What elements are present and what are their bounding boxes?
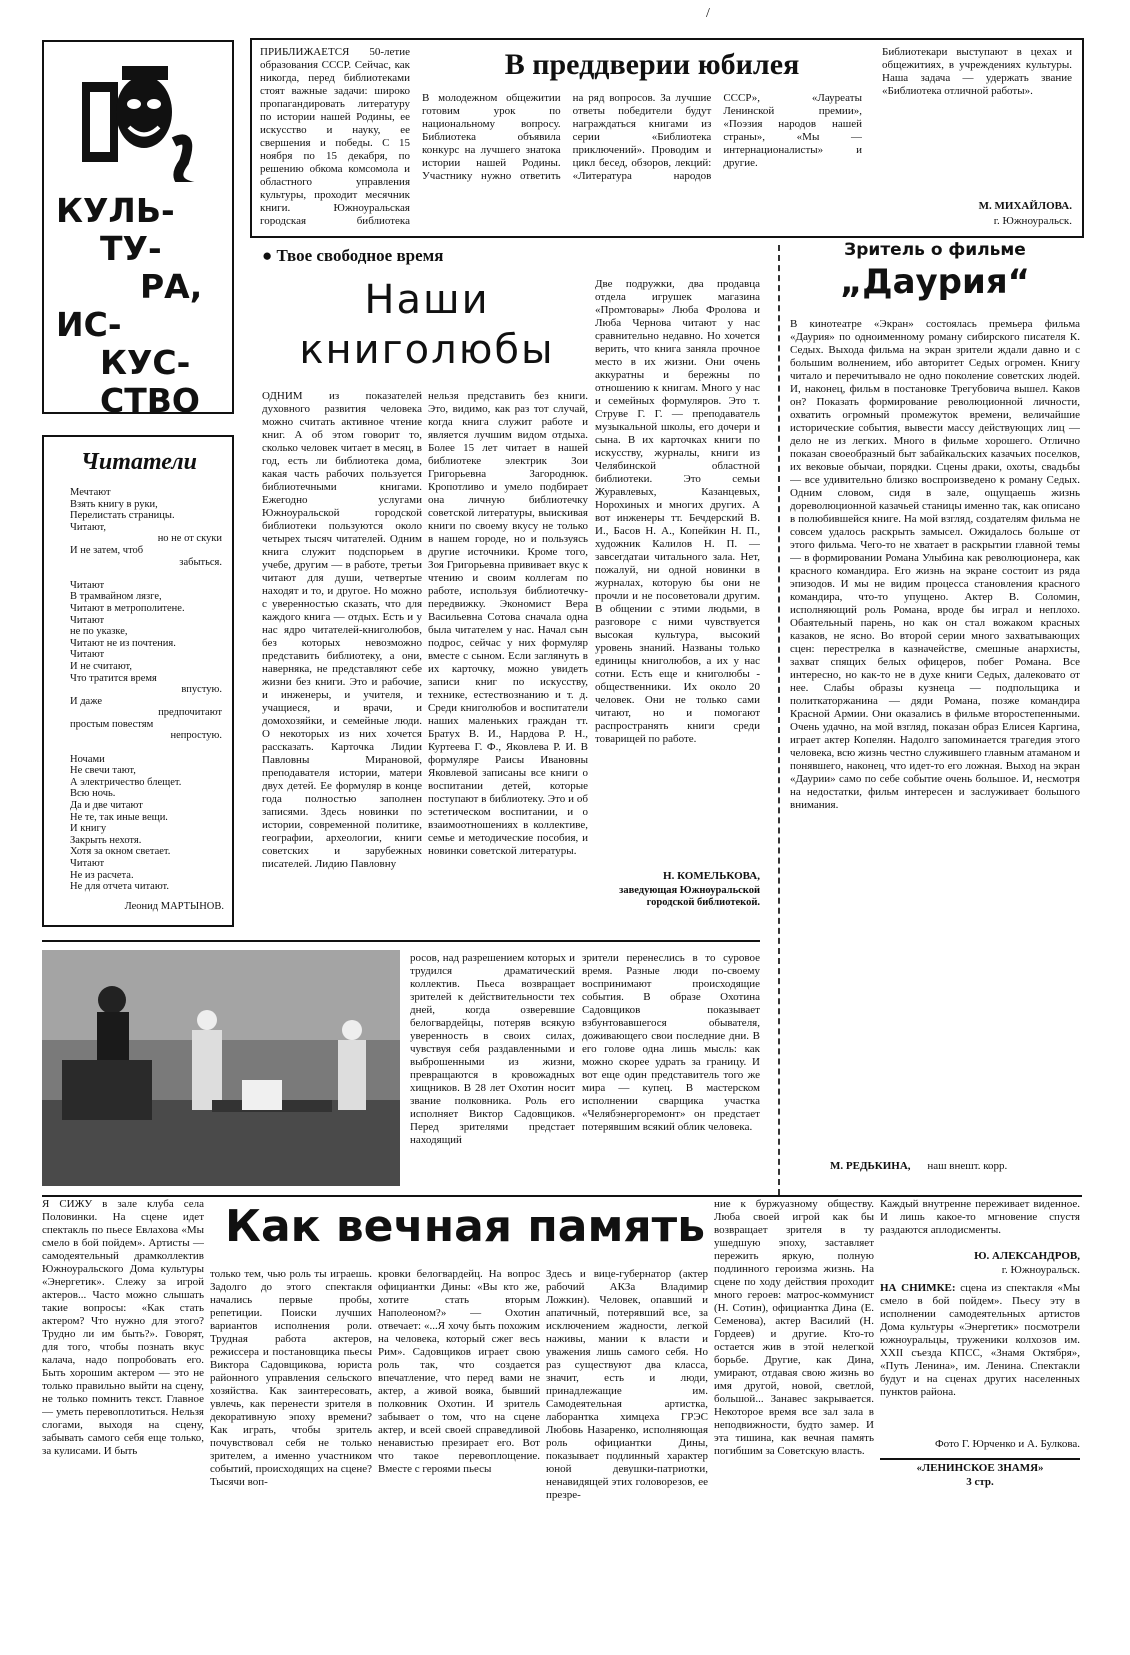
poem-line: И книгу [70,823,107,835]
booklovers-column: Две подружки, два продавца отдела игрушек магазина «Промтовары» Люба Фролова и Люба Чернова читают у нас сравнительно недавно. Но хочется верить, что книга заняла прочное место в их жизни. Они очень аккуратны и бережны по отношению к книгам. Много у нас и семейных формуляров. Это т. Струве Г. Г. — преподаватель музыкальной школы, его дочери и сына. В их карточках книги по искусству, журналы, книги из Челябинской областной библиотеки. Это семьи Журавлевых, Казанцевых, Норохиных и многих других. А вот инженеры тт. Бечдерский В. И., Басов Н. А., Копейкин Н. П., художник Калилов Н. П. — завсегдатаи читального зала. Нет, пожалуй, ни одной новинки в журналах, которую бы они не прочли и не посоветовали другим. В общении с этими людьми, в разговоре с ними чувствуется высокая культура, высокий уровень знаний. Названы только единицы книголюбов, а их у нас сотни. Есть еще и книголюбы - общественники. Их около 20 человек. Они не только сами читают, но и помогают распространять книги среди товарищей по работе. [595,278,760,745]
poem-line: Ночами [70,753,105,765]
booklovers-column: ОДНИМ из показателей духовного развития человека можно считать активное чтение книг. А об этом говорит то, сколько человек читает в месяц, в год, есть ли библиотека дома, какая часть рабочих пользуется библиотечными книгами. Ежегодно услугами Южноуральской городской библиотеки пользуются около четырех тысяч читателей. Одним книга служит подспорьем в учебе, другим — в работе, третьи читают для души, четвертые находят и то, и другое. Но можно с уверенностью сказать, что для каждого книга — отдых. Есть и у нас ядро читателей-книголюбов, без которых невозможно представить библиотеку, а они, наверняка, не представляют себе жизни без книги. Это и рабочие, и инженеры, и учителя, и учащиеся, и врачи, и домохозяйки, и семейные люди. О некоторых из них хочется рассказать. Карточка Лидии Павловны Мирановой, преподавателя истории, матери двух детей. Ее формуляр в конце года полностью заполнен записями. Здесь новинки по истории, современной политике, географии, археологии, книги советских и зарубежных писателей. Лидию Павловну [262,390,422,870]
poem-line: Перелистать страницы. [70,510,175,522]
jubilee-box [250,38,1084,238]
photo-credit: Фото Г. Юрченко и А. Булкова. [934,1438,1080,1450]
poem-line: не по указке, [70,626,128,638]
jubilee-column: ПРИБЛИЖАЕТСЯ 50-летие образования СССР. Сейчас, как никогда, перед библиотеками стоят важные задачи: широко пропагандировать литературу по истории нашей Родины, ее искусство и науку, ее свершения и победы. С 15 ноября по 15 декабря, по решению обкома комсомола и областного управления культуры, проходит месячник книги. Южноуральская городская библиотека [260,46,410,226]
memory-place: г. Южноуральск. [1001,1264,1080,1276]
poem-line: Не свечи тают, [70,765,136,777]
dauria-signature-line [790,1160,1080,1172]
rubric-line: РА, [140,267,203,306]
title-line: Наши [364,277,490,323]
bullet-icon: ● [262,246,273,265]
dauria-title: „Даурия“ [839,262,1031,302]
poem-line: впустую. [181,684,222,696]
memory-column: ние к буржуазному обществу. Люба своей игрой как бы возвращает зрителя в ту ушедшую эпоху, заставляет пережить яркую, полную подлинного героизма жизнь. На сцене по ходу действия проходит много героев: матрос-коммунист (Н. Сотин), официантка Дина (Е. Семенова), актер Василий (Н. Гордеев) и другие. Кто-то остается жив в этой нелегкой борьбе. Другие, как Дина, умирают, отдавая свою жизнь во имя другой, новой, светлой, большой... Занавес закрывается. Некоторое время все зал зала в неподвижности, будто замер. И эта тишина, как вечная память погибшим за Советскую власть. [714,1198,874,1457]
section-rule [42,940,760,942]
dauria-role: наш внешт. корр. [927,1160,1008,1172]
poem-author: Леонид МАРТЫНОВ. [124,901,224,912]
poem-line: Мечтают [70,487,111,498]
dauria-signature: М. РЕДЬКИНА, [830,1160,911,1172]
poem-line: простым повестям [70,718,154,730]
rubric-title [56,192,226,420]
poem-line: предпочитают [158,707,222,719]
poem-line: Закрыть нехотя. [70,834,142,846]
stage-photo-image [42,950,400,1186]
photo-text-column: зрители перенеслись в то суровое время. Разные люди по-своему воспринимают происходящие события. В образе Охотина Садовщиков показывает взбунтовавшегося обывателя, доживающего свои последние дни. В его голове одна лишь мысль: как можно скорее удрать за границу. И вот еще один представитель того же мира — купец. В мастерском исполнении сварщика участка «Челябэнергоремонт» он предстает потерявшим всякий облик человека. [582,952,760,1133]
poem-line: И даже [70,695,102,707]
poem-line: Не для отчета читают. [70,881,169,893]
poem-line: В трамвайном лязге, [70,591,162,603]
poem-line: Читают в метрополитене. [70,602,185,614]
caption-label: НА СНИМКЕ: [880,1282,956,1294]
poem-line: Читают [70,858,105,869]
memory-column: Я СИЖУ в зале клуба села Половинки. На сцене идет спектакль по пьесе Евлахова «Мы смело в бой пойдем». Артисты — самодеятельный драмколлектив Южноуральского Дома культуры «Энергетик». Слежу за игрой актеров... Часто можно слышать такие вопросы: «Как стать актером? Что нужно для этого? Трудно ли им быть?». Говорят, для того, чтобы познать вкус калача, надо попробовать его. Быть хорошим актером — это не только правильно выйти на сцену, не только помнить текст. Главное — уметь перевоплотиться. Нельзя слогами, выходя на сцену, забывать самого себя еще только, за кулисами. И быть [42,1198,204,1457]
footer-rule [880,1458,1080,1460]
column-divider [778,245,780,1195]
title-line: книголюбы [299,327,555,373]
poem-line: А электричество блещет. [70,776,182,788]
poem-line: Всю ночь. [70,788,116,800]
poem-line: Да и две читают [70,800,143,812]
poem-line: Что тратится время [70,672,157,684]
jubilee-title: В преддверии юбилея [504,48,800,81]
booklovers-signature: Н. КОМЕЛЬКОВА, [663,870,760,882]
memory-column: Здесь и вице-губернатор (актер рабочий АКЗа Владимир Ложкин). Человек, опавший и апатичный, потерявший все, за исключением жадности, легкой наживы, мании к власти и уважения лишь самого себя. Но раз существуют два класса, значит, есть и люди, принадлежащие им. Самодеятельная артистка, лаборантка химцеха ГРЭС Любовь Назаренко, исполняющая роль официантки Дины, показывает подлинный характер юной девушки-патриотки, ненавидящей этих головорезов, ее презре- [546,1268,708,1501]
poem-line: забыться. [179,556,222,568]
poem-line: Читают, [70,521,106,533]
booklovers-role: заведующая Южноуральской городской библиотекой. [619,885,760,908]
caption-text: сцена из спектакля «Мы смело в бой пойдем». Пьесу эту в исполнении самодеятельных артистов Дома культуры «Энергетик» посмотрели южноуральцы, труженики колхозов им. XXII съезда КПСС, «Знамя Октября», «Путь Ленина», им. Ленина. Спектакли будут и на сценах других населенных пунктов района. [880,1282,1080,1398]
dauria-body: В кинотеатре «Экран» состоялась премьера фильма «Даурия» по одноименному роману сибирского писателя К. Седых. Выхода фильма на экран зрители ждали давно и с большим волнением, ибо авторитет Седых огромен. Книгу читало и перечитывало не одно поколение советских людей. И, наконец, фильм в постановке Трегубовича вышел. Каков он? Показать формирование революционной личности, охватить огромный промежуток времени, величайшие исторические события, вывести массу действующих лиц — дело не из легких. Много в фильме хорошего. Отлично показан своеобразный быт забайкальских казачьих поселков, их вековые обычаи, порядки. Сцены драки, охоты, свадьбы — все удивительно близко воспроизведено к роману Седых. Одним словом, сидя в зале, ощущаешь жизнь дореволюционной казачьей станицы именно так, как описано в полюбившейся книге. На мой взгляд, создателям фильма не совсем удалось раскрыть замысел. Ожидалось больше от этого фильма. Чего-то не хватает в раскрытии главной темы — в формировании Романа Улыбина как революционера, как красного командира. Его жизнь на экране состоит из ряда эпизодов. И мы не видим процесса становления красного командира, что-то упущено. Актер В. Соломин, исполняющий роль Романа, вроде бы играл и неплохо. Обаятельный парень, но как он стал вожаком красных казаков, не ясно. Во второй серии много захватывающих сцен: перестрелка в казначействе, смешные анархисты, захват спящих белых офицеров, побег Романа. Все интересно, но как-то не в духе книги Седых, далековато от нее. Слабы образы кузнеца — подпольщика и политкаторжанина — дяди Романа, позже командира Красной Армии. Они оказались в фильме второстепенными. Очень удачно, на мой взгляд, показан образ Елисея Каргина, играет актер Копелян. Надолго запоминается трагедия этого человека, всю жизнь честно служившего главным атаманом и понявшего, наконец, что идет-то его ложная. Выход на экран «Даурии» само по себе событие очень большое. И, несмотря на недостатки, фильм интересен и заслуживает большого внимания. [790,318,1080,811]
rubric-line: ИС- [56,305,122,344]
booklovers-title [262,275,592,375]
footer-paper: «ЛЕНИНСКОЕ ЗНАМЯ» [916,1462,1044,1474]
poem-line: Хотя за окном светает. [70,846,171,858]
memory-column: только тем, чью роль ты играешь. Задолго до этого спектакля начались первые пробы, репетиции. Поиски лучших вариантов исполнения роли. Трудная работа актеров, режиссера и постановщика пьесы Виктора Садовщикова, юриста районного управления сельского хозяйства. Как заинтересовать, увлечь, как перенести зрителя в декоративную эпоху времени? Как играть, чтобы зритель почувствовал себя не только зрителем, а именно участником событий, происходящих на сцене? Тысячи воп- [210,1268,372,1488]
poem-line: но не от скуки [157,533,222,545]
poem-line: Читают [70,614,105,626]
rubric-line: СТВО [100,381,200,420]
memory-column: Каждый внутренне переживает виденное. И лишь какое-то мгновение спустя раздаются аплодисменты. [880,1198,1080,1236]
memory-title: Как вечная память [224,1201,706,1252]
poem-line: Взять книгу в руки, [70,498,158,510]
rubric-line: КУС- [100,343,191,382]
poem-line: Читают [70,579,105,591]
rubric-line: КУЛЬ- [56,191,175,230]
footer-page: 3 стр. [966,1476,994,1488]
jubilee-column: В молодежном общежитии готовим урок по национальному вопросу. Библиотека объявила конкурс на лучшего знатока истории нашей Родины. Участнику нужно ответить на ряд вопросов. За лучшие ответы победители будут награждаться книгами из серии «Библиотека приключений». Проводим и цикл бесед, обзоров, лекций: «Литература народов СССР», «Лауреаты Ленинской премии», «Поэзия народов нашей страны», «Мы — интернационалисты» и другие. [422,92,862,182]
photo-caption [880,1282,1080,1432]
photo-text-column: росов, над разрешением которых и трудился драматический коллектив. Пьеса возвращает зрителей к действительности тех дней, когда озверевшие белогвардейцы, потеряв всякую уверенность в своих силах, чувствуя себя раздавленными и выброшенными из жизни, превращаются в кровожадных хищников. В 28 лет Охотин носит звание полковника. Роль его исполняет Виктор Садовщиков. Перед зрителями предстает находящий [410,952,575,1146]
jubilee-column: Библиотекари выступают в цехах и общежитиях, в учреждениях культуры. Наша задача — удержать звание «Библиотека отличной работы». [882,46,1072,97]
jubilee-signature: М. МИХАЙЛОВА. [978,200,1072,212]
poem-line [70,742,222,754]
poem-line [70,568,222,580]
stage-photo [42,950,400,1186]
memory-column: кровки белогвардейц. На вопрос официантки Дины: «Вы кто же, хотите стать вторым Наполеоном?» — Охотин отвечает: «...Я хочу быть похожим на человека, который сжег весь Рим». Садовщиков играет свою роль так, что создается впечатление, что перед вами не актер, а живой вояка, бывший полковник Охотин. И зритель забывает о том, что на сцене актер, и всей своей справедливой ненавистью презирает его. Вот что такое перевоплощение. Вместе с героями пьесы [378,1268,540,1475]
poem-line: Читают [70,649,105,661]
poem-line: Не из расчета. [70,869,134,881]
rubric-box [42,40,234,420]
poem-box [42,435,234,927]
booklovers-kicker: ● Твое свободное время [262,246,444,265]
poem-body [70,487,222,893]
poem-title: Читатели [80,449,198,475]
poem-line: И не считают, [70,660,132,672]
rubric-line: ТУ- [100,229,162,268]
poem-line: Не те, так иные вещи. [70,811,168,823]
logo-letters: Ъ S [48,46,62,56]
theatre-mask-icon [74,52,204,182]
poem-line: непростую. [170,730,222,742]
memory-signature: Ю. АЛЕКСАНДРОВ, [974,1250,1080,1262]
poem-line: Читают не из почтения. [70,637,176,649]
jubilee-place: г. Южноуральск. [993,215,1072,227]
booklovers-column: нельзя представить без книги. Это, видимо, как раз тот случай, когда книга служит работе и является лучшим видом отдыха. Более 15 лет читает в нашей библиотеке электрик Зои Григорьевна Загороднюк. Кропотливо и умело подбирает она личную библиотечку советской литературы, выискивая книги по своему вкусу не только в нашем городе, но и пользуясь другие источники. Кроме того, Зоя Григорьевна прививает вкус к чтению и своим коллегам по работе, используя библиотечку-передвижку. Экономист Вера Васильевна Сотова сначала одна была читателем у нас. Начал сын подрос, сейчас у них формуляр вместе с сыном. Если заглянуть в их карточку, можно увидеть записи книг по искусству, технике, естествознанию и т. д. Среди книголюбов и воспитатели наших маленьких граждан тт. Братух В. И., Нардова Р. Н., Куртеева Г. Ф., Яковлева Р. И. В формуляре Раисы Ивановны Яковлевой записаны все книги о воспитании детей, которые поступают в библиотеку. Это и об эстетическом воспитании, и о взаимоотношениях в коллективе, семье и методические пособия, и новинки советской литературы. [428,390,588,857]
poem-line: И не затем, чтоб [70,544,144,556]
page-mark: / [706,6,710,21]
dauria-kicker: Зритель о фильме [844,240,1026,260]
